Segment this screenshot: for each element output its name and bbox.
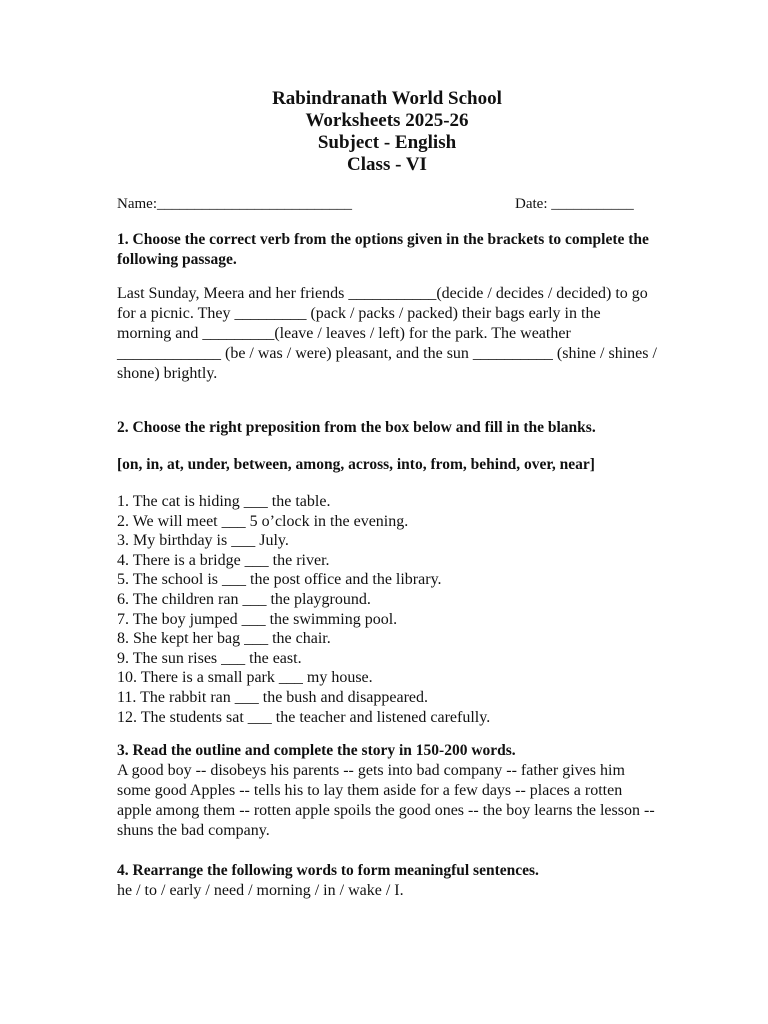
question-2-heading: 2. Choose the right preposition from the box below and fill in the blanks. <box>117 419 596 436</box>
list-item: 12. The students sat ___ the teacher and listened carefully. <box>117 708 491 726</box>
list-item: 5. The school is ___ the post office and the library. <box>117 571 442 589</box>
subject-line: Subject - English <box>317 132 457 153</box>
question-4-heading: 4. Rearrange the following words to form meaningful sentences. <box>117 862 539 880</box>
name-date-row <box>117 196 657 216</box>
question-1-passage: Last Sunday, Meera and her friends ___________(decide / decides / decided) to go for a picnic. They _________ (pack / packs / packed) their bags early in the morning and _________(leave / leaves / left) for the park. The weather _____________ (be / was / were) pleasant, and the sun __________ (shine / shines / shone) brightly. <box>117 285 657 382</box>
preposition-box: [on, in, at, under, between, among, across, into, from, behind, over, near] <box>117 456 595 473</box>
date-field: Date: ___________ <box>515 196 634 212</box>
list-item: 3. My birthday is ___ July. <box>117 532 289 550</box>
list-item: 1. The cat is hiding ___ the table. <box>117 493 331 510</box>
question-1-heading: 1. Choose the correct verb from the options given in the brackets to complete the following passage. <box>117 231 649 268</box>
list-item: 9. The sun rises ___ the east. <box>117 649 302 667</box>
question-3-heading: 3. Read the outline and complete the story in 150-200 words. <box>117 742 516 760</box>
list-item: 8. She kept her bag ___ the chair. <box>117 630 331 648</box>
question-3-outline: A good boy -- disobeys his parents -- gets into bad company -- father gives him some good Apples -- tells his to lay them aside for a few days -- places a rotten apple among them -- rotten apple spoils the good ones -- the boy learns the lesson -- shuns the bad company. <box>117 762 655 840</box>
worksheet-title: Worksheets 2025-26 <box>305 110 469 131</box>
list-item: 11. The rabbit ran ___ the bush and disappeared. <box>117 688 429 706</box>
list-item: 6. The children ran ___ the playground. <box>117 590 371 608</box>
worksheet-header <box>117 88 657 176</box>
school-name: Rabindranath World School <box>272 88 502 109</box>
list-item: 4. There is a bridge ___ the river. <box>117 551 330 569</box>
question-2-list <box>117 492 657 727</box>
class-line: Class - VI <box>347 154 427 175</box>
worksheet-page <box>117 88 657 901</box>
question-4-words: he / to / early / need / morning / in / wake / I. <box>117 882 404 900</box>
list-item: 7. The boy jumped ___ the swimming pool. <box>117 610 398 628</box>
name-field: Name:__________________________ <box>117 196 352 212</box>
list-item: 2. We will meet ___ 5 o’clock in the evening. <box>117 512 409 530</box>
list-item: 10. There is a small park ___ my house. <box>117 669 373 687</box>
